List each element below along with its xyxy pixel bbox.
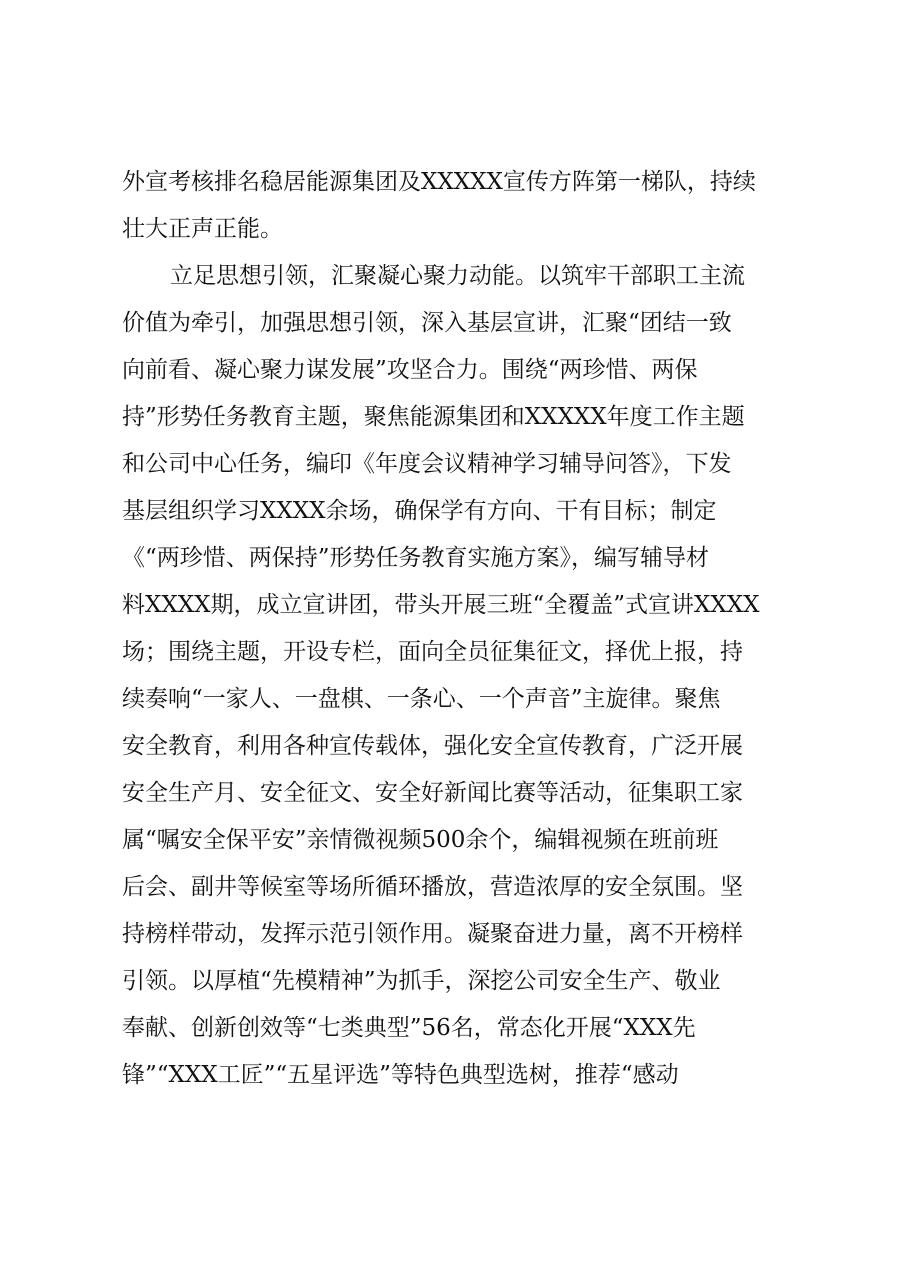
text-line: 向前看、凝心聚力谋发展”攻坚合力。围绕“两珍惜、两保 [122,357,698,383]
text-line: 持榜样带动，发挥示范引领作用。凝聚奋进力量，离不开榜样 [122,921,743,947]
text-line: 料XXXX期，成立宣讲团，带头开展三班“全覆盖”式宣讲XXXX [122,592,760,618]
text-line: 安全教育，利用各种宣传载体，强化安全宣传教育，广泛开展 [122,733,743,759]
text-line: 壮大正声正能。 [122,216,283,242]
text-line: 价值为牵引，加强思想引领，深入基层宣讲，汇聚“团结一致 [122,310,732,336]
text-line: 安全生产月、安全征文、安全好新闻比赛等活动，征集职工家 [122,780,743,806]
text-line: 和公司中心任务，编印《年度会议精神学习辅导问答》，下发 [122,451,732,477]
text-line: 《“两珍惜、两保持”形势任务教育实施方案》，编写辅导材 [122,545,710,571]
paragraph-start-line: 立足思想引领，汇聚凝心聚力动能。以筑牢干部职工主流 [170,263,745,289]
text-line: 持”形势任务教育主题，聚焦能源集团和XXXXX年度工作主题 [122,404,745,430]
text-line: 场；围绕主题，开设专栏，面向全员征集征文，择优上报，持 [122,639,743,665]
text-line: 引领。以厚植“先模精神”为抓手，深挖公司安全生产、敬业 [122,968,721,994]
text-line: 奉献、创新创效等“七类典型”56名，常态化开展“XXX先 [122,1015,696,1041]
text-line: 属“嘱安全保平安”亲情微视频500余个，编辑视频在班前班 [122,827,719,853]
document-body [122,159,782,1099]
text-line: 锋”“XXX工匠”“五星评选”等特色典型选树，推荐“感动 [122,1062,679,1088]
text-line: 续奏响“一家人、一盘棋、一条心、一个声音”主旋律。聚焦 [122,686,721,712]
text-line: 基层组织学习XXXX余场，确保学有方向、干有目标；制定 [122,498,717,524]
text-line: 后会、副井等候室等场所循环播放，营造浓厚的安全氛围。坚 [122,874,743,900]
text-line: 外宣考核排名稳居能源集团及XXXXX宣传方阵第一梯队，持续 [122,169,756,195]
